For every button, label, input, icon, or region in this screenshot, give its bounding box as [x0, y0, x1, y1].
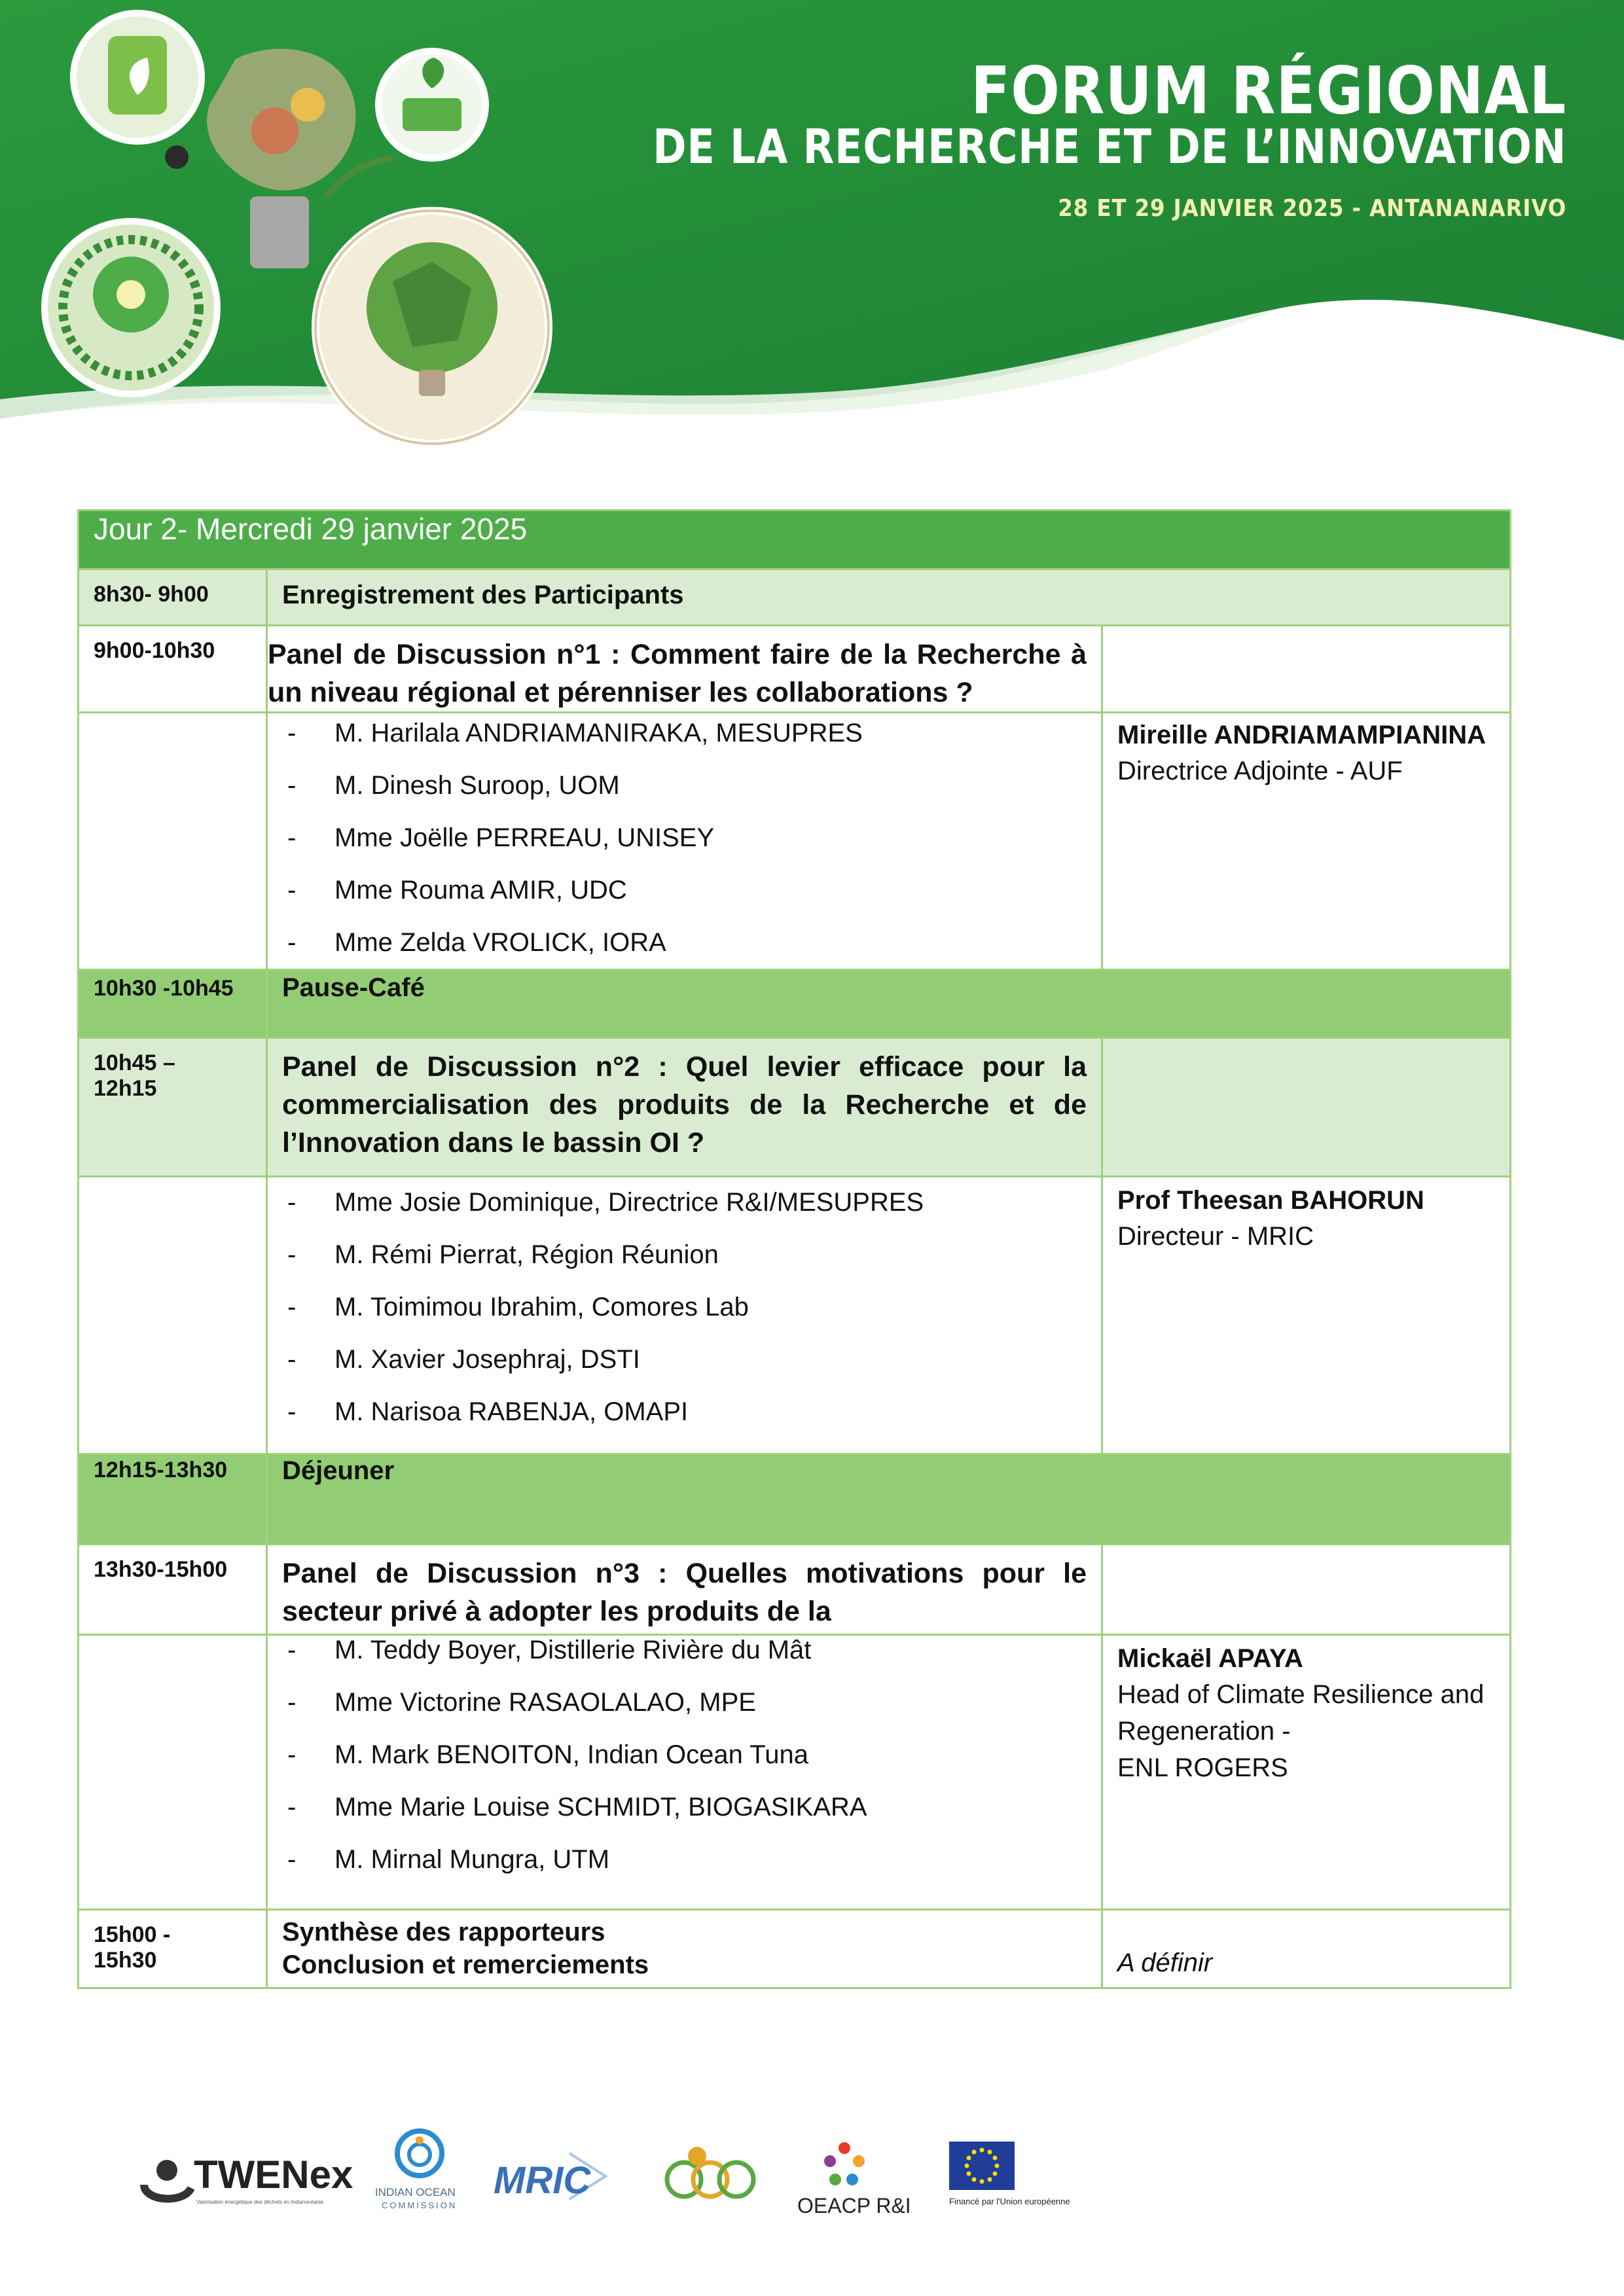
coffee-row: [79, 970, 1511, 1038]
closing-moderator: A définir: [1102, 1910, 1511, 1988]
panel3-title: Panel de Discussion n°3 : Quelles motivations pour le secteur privé à adopter les produits de la: [267, 1545, 1102, 1635]
closing-time-start: 15h00 -: [94, 1922, 171, 1947]
forum-title: FORUM RÉGIONAL: [970, 52, 1566, 129]
registration-time: 8h30- 9h00: [79, 569, 267, 626]
registration-title: Enregistrement des Participants: [267, 569, 1511, 626]
panel1-moderator-role: Directrice Adjointe - AUF: [1117, 757, 1403, 785]
mric-name: MRIC: [494, 2159, 591, 2202]
speaker-item: - Mme Victorine RASAOLALAO, MPE: [334, 1676, 1087, 1729]
panel1-speaker-list: [282, 707, 1087, 969]
lunch-time: 12h15-13h30: [79, 1454, 267, 1545]
lunch-title: Déjeuner: [267, 1454, 1511, 1545]
closing-title-2: Conclusion et remerciements: [282, 1950, 649, 1979]
day-title: Jour 2- Mercredi 29 janvier 2025: [79, 511, 1511, 569]
registration-row: [79, 569, 1511, 626]
panel1-title-row: [79, 626, 1511, 713]
closing-row: [79, 1910, 1511, 1988]
speaker-item: - M. Rémi Pierrat, Région Réunion: [334, 1229, 1087, 1281]
panel3-time: 13h30-15h00: [79, 1545, 267, 1635]
mric-logo: [491, 2147, 615, 2212]
eu-flag: [949, 2142, 1015, 2190]
coffee-title: Pause-Café: [267, 970, 1511, 1038]
speaker-item: - M. Dinesh Suroop, UOM: [334, 759, 1087, 812]
forum-subtitle: DE LA RECHERCHE ET DE L’INNOVATION: [652, 119, 1566, 174]
twenex-tagline: Valorisation énergétique des déchets en Indianocéanie: [196, 2199, 324, 2205]
panel2-time-start: 10h45 –: [94, 1050, 175, 1075]
agenda-table: [77, 509, 1511, 1989]
panel3-moderator-role-2: Regeneration -: [1117, 1717, 1291, 1746]
speaker-item: - Mme Zelda VROLICK, IORA: [334, 916, 1087, 969]
twenex-logo: [137, 2147, 380, 2219]
ioc-label-2: COMMISSION: [382, 2200, 458, 2210]
panel3-speaker-list: [282, 1624, 1087, 1886]
ioc-emblem: [393, 2127, 446, 2179]
panel2-time: [79, 1038, 267, 1177]
speaker-item: - M. Mirnal Mungra, UTM: [334, 1833, 1087, 1886]
panel2-moderator-name: Prof Theesan BAHORUN: [1117, 1186, 1424, 1215]
oeacp-name: OEACP R&I: [797, 2194, 911, 2217]
panel2-title: Panel de Discussion n°2 : Quel levier efficace pour la commercialisation des produits de la Recherche et de l’Innovation dans le bassin OI ?: [267, 1038, 1102, 1177]
panel2-speakers-row: [79, 1177, 1511, 1454]
day-header-row: [79, 511, 1511, 569]
panel2-speaker-list: [282, 1176, 1087, 1438]
panel1-time: 9h00-10h30: [79, 626, 267, 713]
panel3-moderator-name: Mickaël APAYA: [1117, 1644, 1303, 1673]
coffee-time: 10h30 -10h45: [79, 970, 267, 1038]
circles-logo: [664, 2140, 756, 2212]
speaker-item: - M. Mark BENOITON, Indian Ocean Tuna: [334, 1729, 1087, 1781]
partner-logos: [137, 2127, 1070, 2232]
speaker-item: - Mme Rouma AMIR, UDC: [334, 864, 1087, 916]
twenex-icon: [137, 2152, 196, 2211]
ioc-logo: [370, 2127, 468, 2232]
panel1-title: Panel de Discussion n°1 : Comment faire de la Recherche à un niveau régional et pérenniser les collaborations ?: [267, 626, 1102, 713]
eu-caption: Financé par l'Union européenne: [949, 2197, 1070, 2206]
forum-dates: 28 ET 29 JANVIER 2025 - ANTANANARIVO: [1058, 195, 1566, 222]
speaker-item: - M. Harilala ANDRIAMANIRAKA, MESUPRES: [334, 707, 1087, 759]
panel2-moderator-role: Directeur - MRIC: [1117, 1222, 1314, 1251]
header-banner: [0, 0, 1624, 471]
speaker-item: - Mme Marie Louise SCHMIDT, BIOGASIKARA: [334, 1781, 1087, 1833]
speaker-item: - M. Narisoa RABENJA, OMAPI: [334, 1386, 1087, 1438]
speaker-item: - M. Xavier Josephraj, DSTI: [334, 1333, 1087, 1386]
closing-time: [79, 1910, 267, 1988]
panel3-moderator-role-3: ENL ROGERS: [1117, 1753, 1288, 1782]
panel3-moderator-role-1: Head of Climate Resilience and: [1117, 1680, 1485, 1709]
panel1-moderator-name: Mireille ANDRIAMAMPIANINA: [1117, 721, 1486, 749]
closing-time-end: 15h30: [94, 1948, 157, 1973]
panel2-title-row: [79, 1038, 1511, 1177]
lunch-row: [79, 1454, 1511, 1545]
closing-title-1: Synthèse des rapporteurs: [282, 1918, 605, 1946]
eu-logo: [949, 2142, 1070, 2227]
twenex-name: TWENex: [194, 2153, 353, 2197]
closing-titles: [267, 1910, 1102, 1988]
panel2-time-end: 12h15: [94, 1076, 157, 1101]
ioc-label-1: INDIAN OCEAN: [375, 2186, 456, 2198]
speaker-item: - Mme Josie Dominique, Directrice R&I/MESUPRES: [334, 1176, 1087, 1229]
circles-emblem: [664, 2140, 756, 2212]
oeacp-logo: [785, 2139, 910, 2224]
speaker-item: - M. Teddy Boyer, Distillerie Rivière du Mât: [334, 1624, 1087, 1676]
panel1-speakers-row: [79, 713, 1511, 970]
speaker-item: - Mme Joëlle PERREAU, UNISEY: [334, 812, 1087, 864]
oeacp-emblem: [818, 2139, 871, 2191]
panel3-speakers-row: [79, 1635, 1511, 1910]
speaker-item: - M. Toimimou Ibrahim, Comores Lab: [334, 1281, 1087, 1333]
panel3-title-row: [79, 1545, 1511, 1635]
